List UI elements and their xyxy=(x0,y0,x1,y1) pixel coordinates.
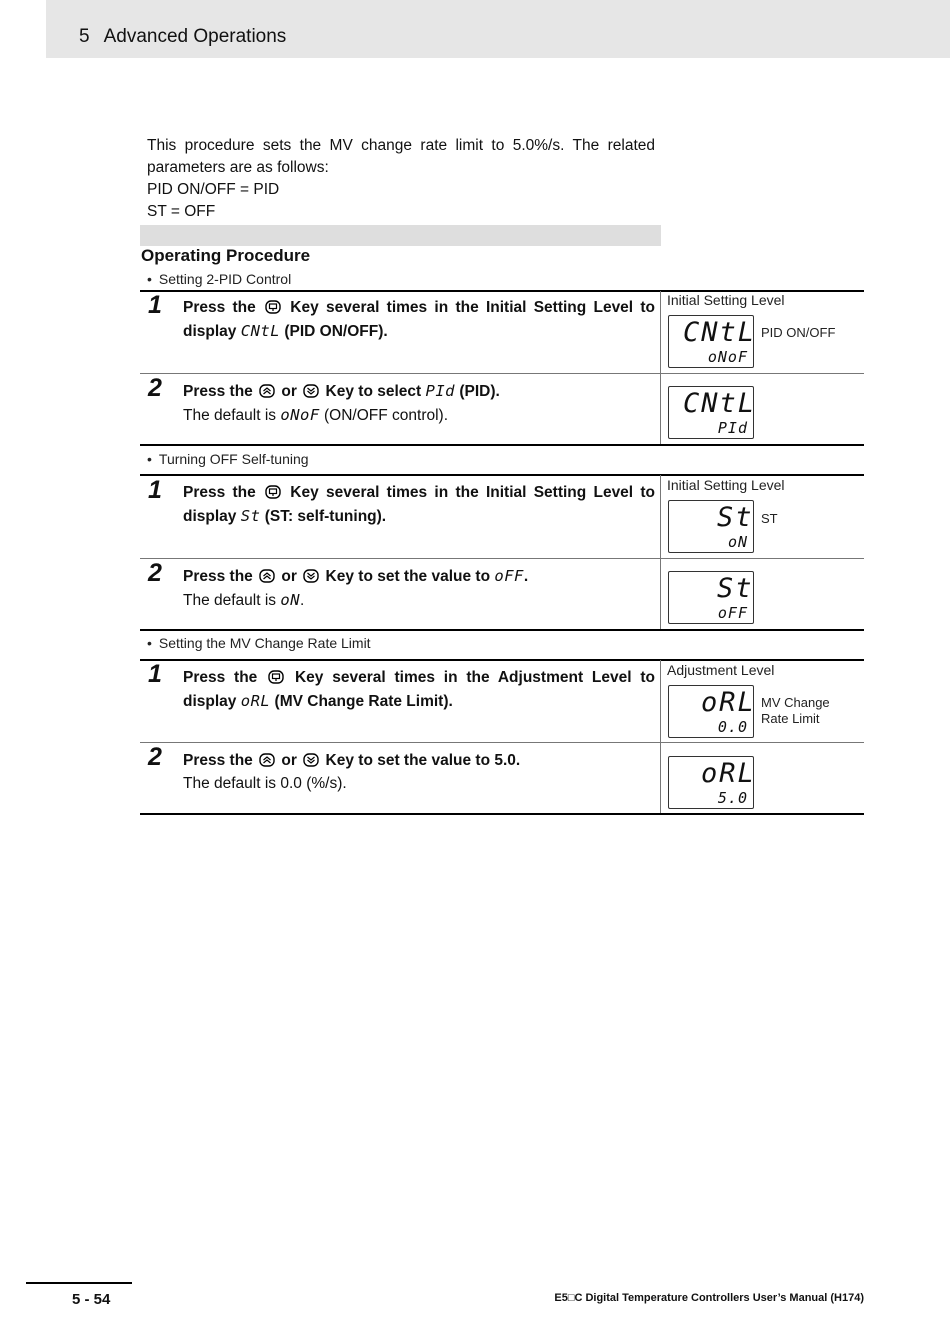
row-divider xyxy=(140,373,864,374)
controller-display xyxy=(668,386,757,439)
page-number: 5 - 54 xyxy=(72,1291,111,1308)
display-parameter: St xyxy=(717,573,754,604)
bullet-heading: • Setting the MV Change Rate Limit xyxy=(147,635,371,651)
intro-paragraph xyxy=(147,135,655,223)
mode-key-icon xyxy=(265,300,281,314)
step-instruction: Press the Key several times in the Adjustment Level to display oRL (MV Change Rate Limit). xyxy=(183,669,656,710)
display-label: ST xyxy=(761,511,778,526)
row-divider xyxy=(140,558,864,559)
step-number: 1 xyxy=(148,476,162,504)
step-instruction: Press the Key several times in the Initial Setting Level to display CNtL (PID ON/OFF). xyxy=(183,299,656,340)
display-parameter: CNtL xyxy=(683,388,757,419)
display-parameter: CNtL xyxy=(683,317,757,348)
controller-display xyxy=(668,315,757,368)
display-parameter: St xyxy=(717,502,754,533)
level-label: Adjustment Level xyxy=(667,662,775,678)
step-number: 2 xyxy=(148,743,162,771)
bullet-icon: • xyxy=(147,271,152,287)
step-number: 1 xyxy=(148,291,162,319)
chapter-name: Advanced Operations xyxy=(103,26,287,47)
column-divider xyxy=(660,660,661,814)
step-number: 2 xyxy=(148,559,162,587)
column-divider xyxy=(660,291,661,445)
segment-code: oFF xyxy=(494,567,524,585)
column-divider xyxy=(660,475,661,629)
display-value: 5.0 xyxy=(717,789,748,807)
step-instruction: Press the or Key to select PId (PID). The default is oNoF (ON/OFF control). xyxy=(183,382,500,424)
bullet-heading: • Setting 2-PID Control xyxy=(147,271,292,287)
up-key-icon xyxy=(259,569,275,583)
mode-key-icon xyxy=(268,670,284,684)
mode-key-icon xyxy=(265,485,281,499)
intro-line: PID ON/OFF = PID xyxy=(147,181,280,198)
intro-line: This procedure sets the MV change rate limit to 5.0%/s. The related parameters are as follows: xyxy=(147,137,655,176)
controller-display xyxy=(668,756,754,809)
controller-display xyxy=(668,500,754,553)
bullet-icon: • xyxy=(147,451,152,467)
step-number: 1 xyxy=(148,660,162,688)
display-value: oN xyxy=(727,533,748,551)
segment-code: oNoF xyxy=(280,405,320,424)
intro-line: ST = OFF xyxy=(147,203,216,220)
segment-code: CNtL xyxy=(240,321,281,340)
display-value: oFF xyxy=(717,604,748,622)
section-band xyxy=(140,225,661,246)
display-label: MV Change Rate Limit xyxy=(761,695,830,726)
bullet-heading: • Turning OFF Self-tuning xyxy=(147,451,309,467)
step-instruction: Press the or Key to set the value to oFF. The default is oN. xyxy=(183,567,529,609)
down-key-icon xyxy=(303,569,319,583)
table-rule xyxy=(140,474,864,476)
controller-display xyxy=(668,685,754,738)
display-value: 0.0 xyxy=(717,718,748,736)
segment-code: PId xyxy=(425,382,455,400)
controller-display xyxy=(668,571,754,624)
display-value: PId xyxy=(717,419,748,437)
table-rule xyxy=(140,444,864,446)
table-rule xyxy=(140,629,864,631)
display-value: oNoF xyxy=(707,348,748,366)
segment-code: oN xyxy=(280,590,301,609)
step-instruction: Press the Key several times in the Initial Setting Level to display St (ST: self-tuning). xyxy=(183,484,656,525)
step-number: 2 xyxy=(148,374,162,402)
chapter-header xyxy=(46,0,950,58)
level-label: Initial Setting Level xyxy=(667,292,785,308)
down-key-icon xyxy=(303,384,319,398)
table-rule xyxy=(140,813,864,815)
level-label: Initial Setting Level xyxy=(667,477,785,493)
footer-rule xyxy=(26,1282,132,1284)
step-instruction: Press the or Key to set the value to 5.0. The default is 0.0 (%/s). xyxy=(183,752,521,792)
table-rule xyxy=(140,659,864,661)
operating-procedure-heading: Operating Procedure xyxy=(141,246,311,265)
chapter-title xyxy=(79,26,286,48)
display-parameter: oRL xyxy=(701,758,756,789)
up-key-icon xyxy=(259,753,275,767)
bullet-icon: • xyxy=(147,635,152,651)
segment-code: St xyxy=(240,506,261,525)
down-key-icon xyxy=(303,753,319,767)
display-parameter: oRL xyxy=(701,687,756,718)
up-key-icon xyxy=(259,384,275,398)
chapter-number: 5 xyxy=(79,26,90,47)
manual-title: E5□C Digital Temperature Controllers User’s Manual (H174) xyxy=(554,1292,864,1304)
display-label: PID ON/OFF xyxy=(761,325,836,340)
row-divider xyxy=(140,742,864,743)
segment-code: oRL xyxy=(240,691,271,710)
